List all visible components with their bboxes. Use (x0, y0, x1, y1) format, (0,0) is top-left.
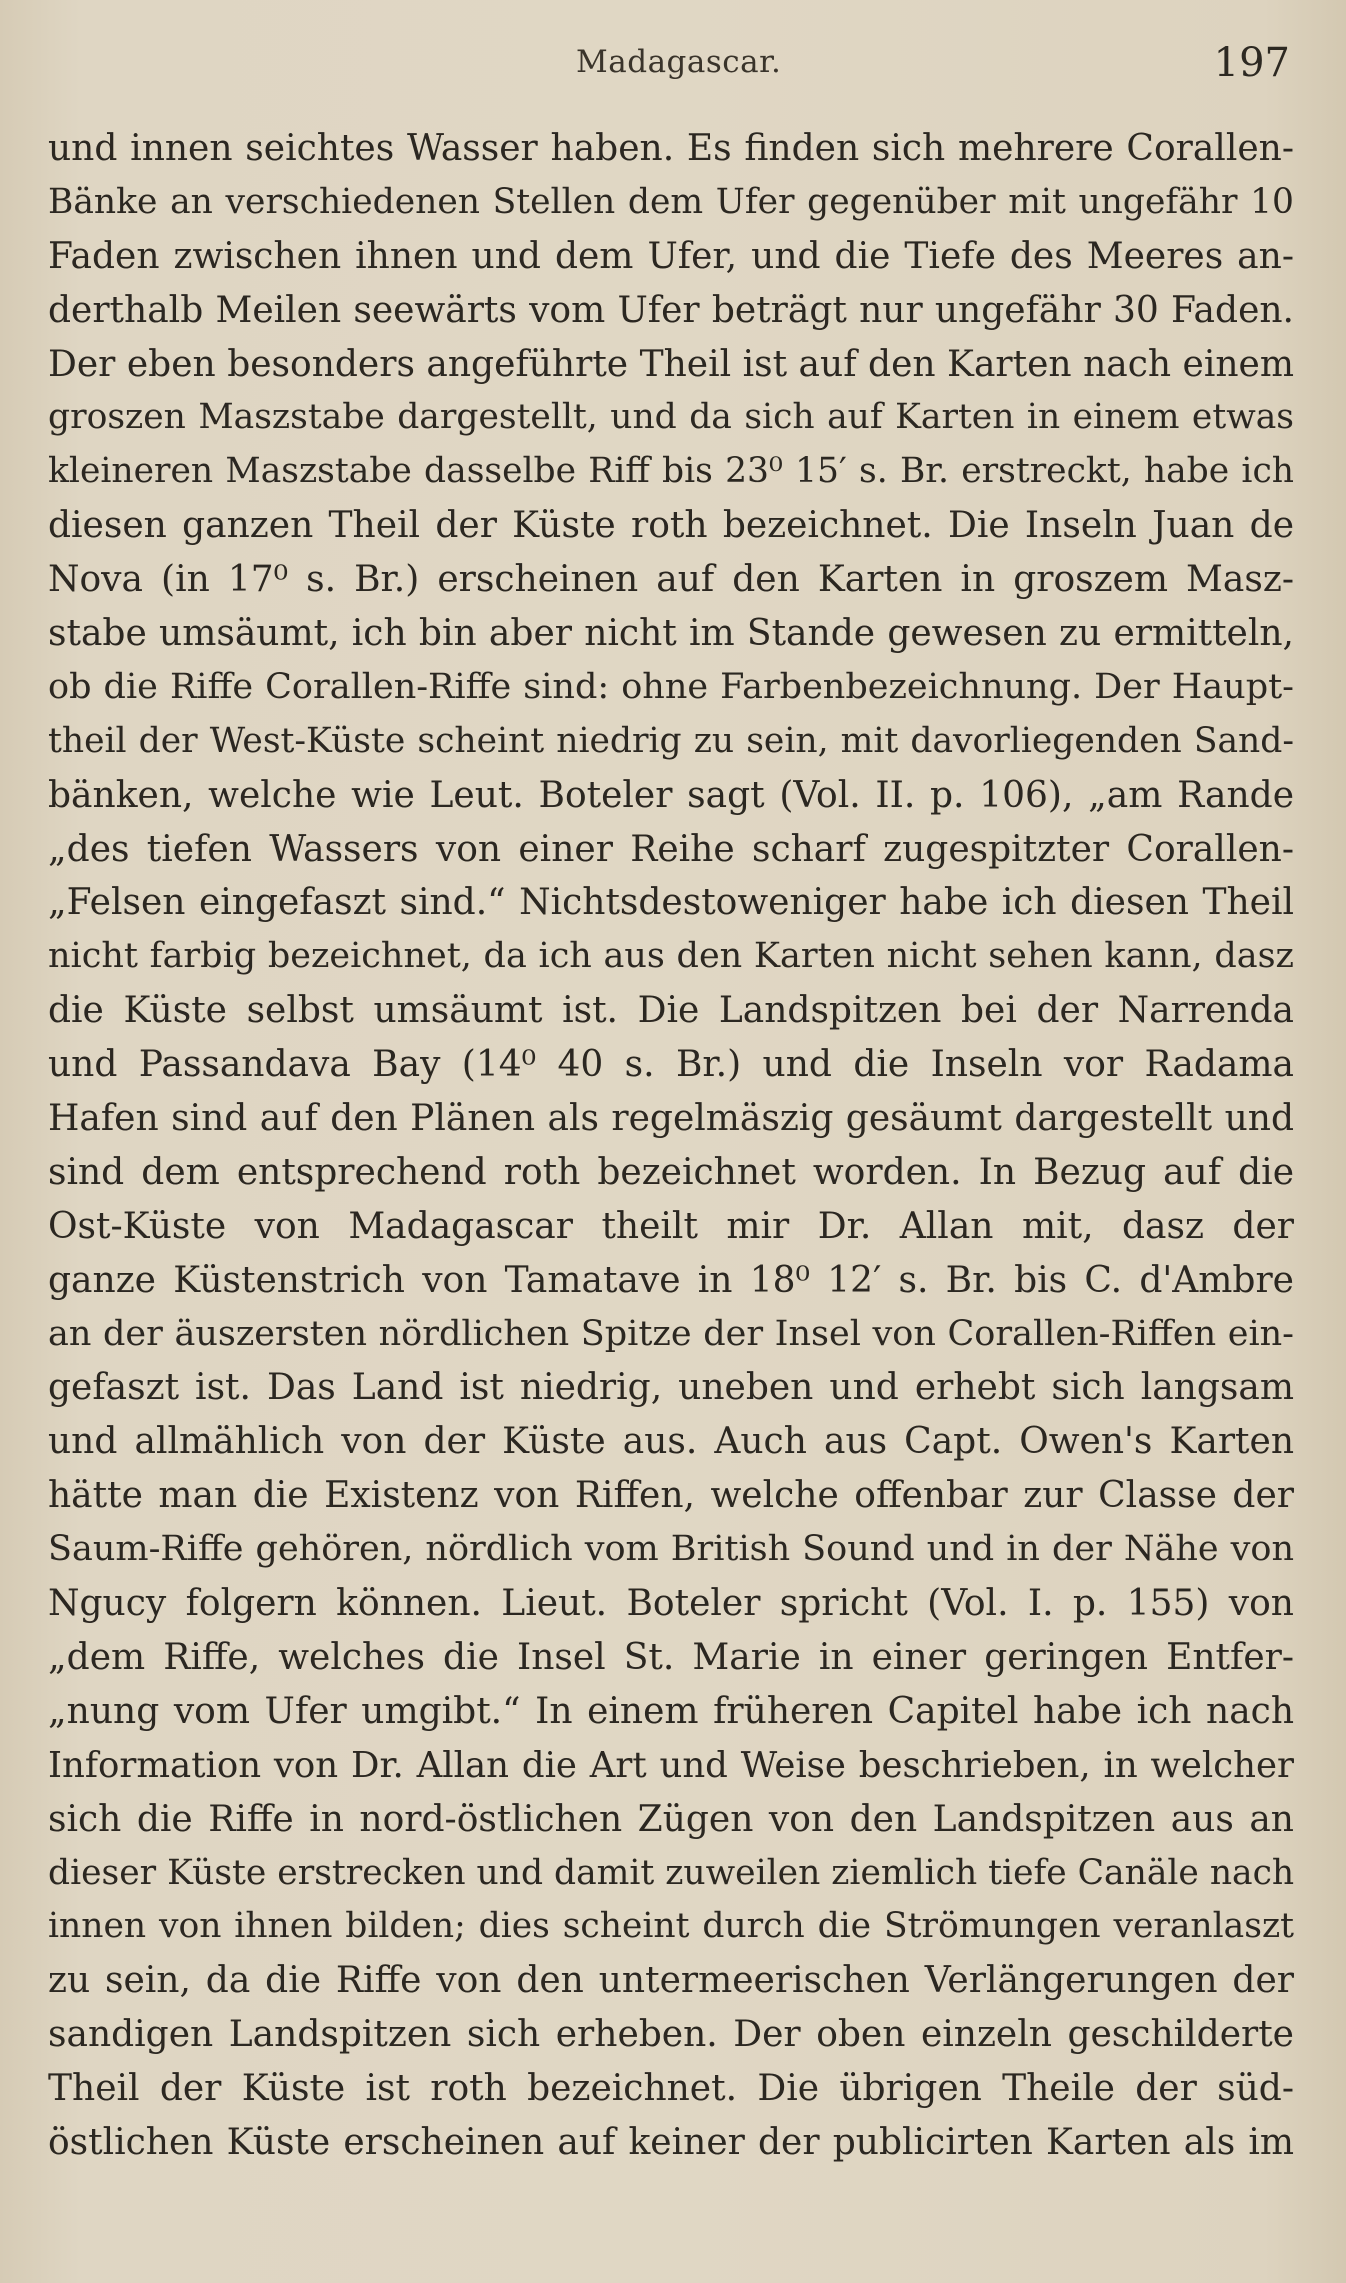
text-line: dieser Küste erstrecken und damit zuweilen ziemlich tiefe Canäle nach (48, 1852, 1294, 1893)
text-line: bänken, welche wie Leut. Boteler sagt (Vol. II. p. 106), „am Rande (48, 774, 1294, 816)
text-line: sandigen Landspitzen sich erheben. Der oben einzeln geschilderte (48, 2014, 1294, 2056)
body-text (48, 122, 1294, 2170)
text-line: Information von Dr. Allan die Art und Weise beschrieben, in welcher (48, 1744, 1294, 1786)
page-header (50, 40, 1290, 90)
text-line: sind dem entsprechend roth bezeichnet worden. In Bezug auf die (48, 1151, 1294, 1193)
text-line: innen von ihnen bilden; dies scheint durch die Strömungen veranlaszt (48, 1906, 1294, 1947)
text-line: die Küste selbst umsäumt ist. Die Landspitzen bei der Narrenda (48, 990, 1294, 1032)
text-line: hätte man die Existenz von Riffen, welche offenbar zur Classe der (48, 1475, 1294, 1517)
text-line: derthalb Meilen seewärts vom Ufer beträgt nur ungefähr 30 Faden. (48, 289, 1294, 331)
text-line: kleineren Maszstabe dasselbe Riff bis 23⁰ 15′ s. Br. erstreckt, habe ich (48, 451, 1294, 492)
text-line: Nova (in 17⁰ s. Br.) erscheinen auf den Karten in groszem Masz- (48, 559, 1294, 601)
text-line: gefaszt ist. Das Land ist niedrig, uneben und erhebt sich langsam (48, 1367, 1294, 1409)
text-line: „des tiefen Wassers von einer Reihe scharf zugespitzter Corallen- (48, 828, 1294, 870)
text-line: Ost-Küste von Madagascar theilt mir Dr. Allan mit, dasz der (48, 1205, 1294, 1247)
text-line: Bänke an verschiedenen Stellen dem Ufer gegenüber mit ungefähr 10 (48, 181, 1294, 222)
text-line: ganze Küstenstrich von Tamatave in 18⁰ 12′ s. Br. bis C. d'Ambre (48, 1259, 1294, 1301)
text-line: „Felsen eingefaszt sind.“ Nichtsdestoweniger habe ich diesen Theil (48, 882, 1294, 924)
text-line: nicht farbig bezeichnet, da ich aus den Karten nicht sehen kann, dasz (48, 936, 1294, 977)
text-line: Der eben besonders angeführte Theil ist auf den Karten nach einem (48, 343, 1294, 385)
text-line: ob die Riffe Corallen-Riffe sind: ohne Farbenbezeichnung. Der Haupt- (48, 666, 1294, 707)
text-line: Theil der Küste ist roth bezeichnet. Die übrigen Theile der süd- (48, 2068, 1294, 2110)
text-line: groszen Maszstabe dargestellt, und da sich auf Karten in einem etwas (48, 397, 1294, 438)
text-line: zu sein, da die Riffe von den untermeerischen Verlängerungen der (48, 1960, 1294, 2002)
text-line: Faden zwischen ihnen und dem Ufer, und die Tiefe des Meeres an- (48, 235, 1294, 277)
running-head: Madagascar. (576, 44, 782, 80)
text-line: an der äuszersten nördlichen Spitze der Insel von Corallen-Riffen ein- (48, 1313, 1294, 1354)
text-line: Hafen sind auf den Plänen als regelmäszig gesäumt dargestellt und (48, 1098, 1294, 1140)
page-number: 197 (1213, 40, 1290, 86)
text-line: diesen ganzen Theil der Küste roth bezeichnet. Die Inseln Juan de (48, 505, 1294, 547)
text-line: theil der West-Küste scheint niedrig zu sein, mit davorliegenden Sand- (48, 720, 1294, 761)
text-line: und Passandava Bay (14⁰ 40 s. Br.) und die Inseln vor Radama (48, 1044, 1294, 1086)
text-line: Ngucy folgern können. Lieut. Boteler spricht (Vol. I. p. 155) von (48, 1583, 1294, 1625)
text-line: „dem Riffe, welches die Insel St. Marie in einer geringen Entfer- (48, 1636, 1294, 1678)
text-line: Saum-Riffe gehören, nördlich vom British Sound und in der Nähe von (48, 1529, 1294, 1570)
text-line: „nung vom Ufer umgibt.“ In einem früheren Capitel habe ich nach (48, 1690, 1294, 1732)
text-line: und allmählich von der Küste aus. Auch aus Capt. Owen's Karten (48, 1421, 1294, 1463)
text-line: stabe umsäumt, ich bin aber nicht im Stande gewesen zu ermitteln, (48, 613, 1294, 655)
text-line: östlichen Küste erscheinen auf keiner der publicirten Karten als im (48, 2121, 1294, 2163)
text-line: und innen seichtes Wasser haben. Es finden sich mehrere Corallen- (48, 128, 1294, 169)
text-line: sich die Riffe in nord-östlichen Zügen von den Landspitzen aus an (48, 1798, 1294, 1840)
